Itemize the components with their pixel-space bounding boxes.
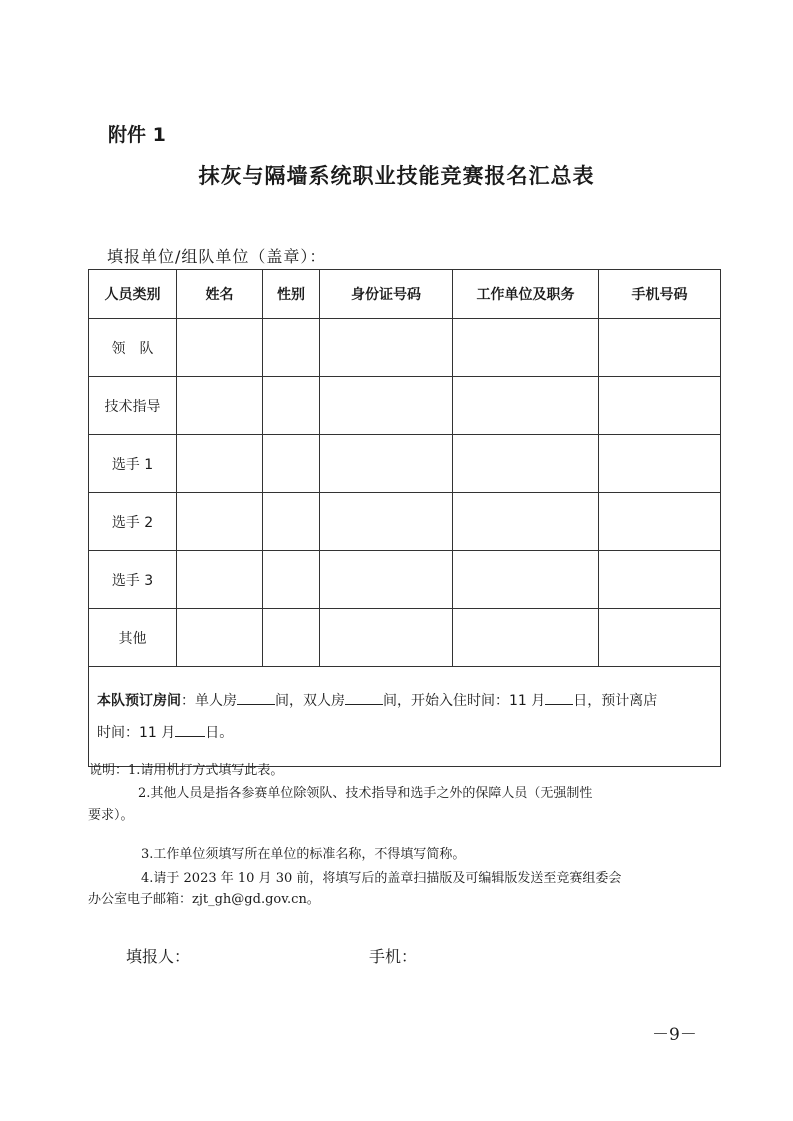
phone-cell[interactable] [599, 609, 721, 667]
phone-cell[interactable] [599, 551, 721, 609]
column-header-gender: 性别 [263, 270, 320, 319]
gender-cell[interactable] [263, 319, 320, 377]
id-number-cell[interactable] [320, 493, 453, 551]
double-room-unit: 间， [383, 692, 411, 709]
name-cell[interactable] [177, 493, 263, 551]
employer-cell[interactable] [453, 435, 599, 493]
column-header-name: 姓名 [177, 270, 263, 319]
single-room-unit: 间， [275, 692, 303, 709]
id-number-cell[interactable] [320, 609, 453, 667]
table-header-row [89, 270, 721, 319]
column-header-employer-position: 工作单位及职务 [453, 270, 599, 319]
phone-cell[interactable] [599, 319, 721, 377]
name-cell[interactable] [177, 319, 263, 377]
registration-table [88, 269, 721, 767]
note-2-line-1 [88, 783, 593, 827]
table-row [89, 551, 721, 609]
column-header-category: 人员类别 [89, 270, 177, 319]
single-room-label: 单人房 [195, 692, 237, 709]
filler-label: 填报人： [126, 947, 191, 966]
phone-cell[interactable] [599, 493, 721, 551]
column-header-id-number: 身份证号码 [320, 270, 453, 319]
note-2 [88, 786, 593, 823]
id-number-cell[interactable] [320, 377, 453, 435]
checkin-label: 开始入住时间：11 月 [411, 692, 546, 709]
table-row [89, 609, 721, 667]
note-4-line-2: 办公室电子邮箱：zjt_gh@gd.gov.cn。 [88, 892, 320, 907]
employer-cell[interactable] [453, 493, 599, 551]
phone-cell[interactable] [599, 377, 721, 435]
name-cell[interactable] [177, 435, 263, 493]
unit-label: 填报单位/组队单位（盖章）： [107, 247, 327, 266]
booking-label: 本队预订房间 [97, 692, 181, 709]
table-row [89, 435, 721, 493]
gender-cell[interactable] [263, 609, 320, 667]
employer-cell[interactable] [453, 319, 599, 377]
employer-cell[interactable] [453, 377, 599, 435]
checkin-day-blank[interactable] [545, 690, 573, 705]
name-cell[interactable] [177, 609, 263, 667]
row-category-label: 技术指导 [89, 377, 177, 435]
gender-cell[interactable] [263, 551, 320, 609]
note-2-part-1: 2.其他人员是指各参赛单位除领队、技术指导和选手之外的保障人员（无强制性 [138, 786, 593, 801]
gender-cell[interactable] [263, 435, 320, 493]
column-header-phone: 手机号码 [599, 270, 721, 319]
page-title: 抹灰与隔墙系统职业技能竞赛报名汇总表 [198, 164, 595, 188]
name-cell[interactable] [177, 377, 263, 435]
employer-cell[interactable] [453, 551, 599, 609]
table-row [89, 493, 721, 551]
checkout-day-blank[interactable] [175, 722, 205, 737]
single-room-blank[interactable] [237, 690, 275, 705]
page-number: －9－ [652, 1025, 697, 1045]
employer-cell[interactable] [453, 609, 599, 667]
row-category-label: 选手 1 [89, 435, 177, 493]
booking-row [89, 667, 721, 767]
checkout-day-unit: 日。 [205, 724, 234, 741]
name-cell[interactable] [177, 551, 263, 609]
checkout-label-end: 时间：11 月 [97, 724, 176, 741]
note-4-line-1: 4.请于 2023 年 10 月 30 前，将填写后的盖章扫描版及可编辑版发送至竞赛组委会 [141, 871, 622, 886]
id-number-cell[interactable] [320, 319, 453, 377]
id-number-cell[interactable] [320, 435, 453, 493]
row-category-label: 选手 2 [89, 493, 177, 551]
booking-colon: ： [181, 692, 195, 709]
double-room-label: 双人房 [303, 692, 345, 709]
phone-label: 手机： [369, 947, 418, 966]
double-room-blank[interactable] [345, 690, 383, 705]
phone-cell[interactable] [599, 435, 721, 493]
gender-cell[interactable] [263, 493, 320, 551]
gender-cell[interactable] [263, 377, 320, 435]
attachment-label: 附件 1 [108, 124, 166, 146]
table-row [89, 377, 721, 435]
note-3: 3.工作单位须填写所在单位的标准名称，不得填写简称。 [141, 847, 466, 862]
note-1: 说明：1.请用机打方式填写此表。 [89, 763, 284, 778]
checkin-day-unit: 日， [573, 692, 602, 709]
note-2-part-2: 要求）。 [88, 808, 134, 823]
row-category-label: 其他 [89, 609, 177, 667]
checkout-label-start: 预计离店 [601, 692, 658, 709]
row-category-label: 选手 3 [89, 551, 177, 609]
booking-cell [89, 667, 721, 767]
id-number-cell[interactable] [320, 551, 453, 609]
table-row [89, 319, 721, 377]
row-category-label: 领 队 [89, 319, 177, 377]
